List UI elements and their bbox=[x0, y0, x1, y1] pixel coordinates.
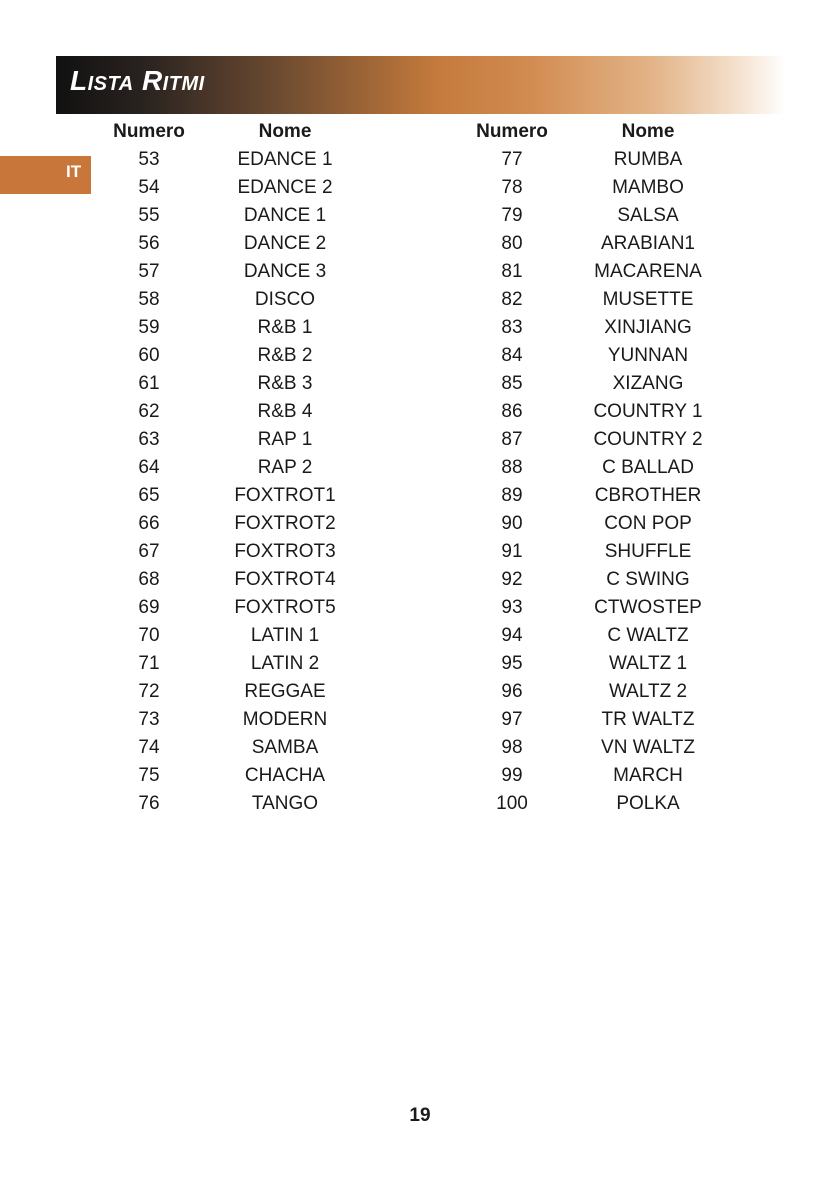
table-row bbox=[0, 510, 400, 538]
table-row bbox=[400, 762, 800, 790]
right-rhythm-list bbox=[400, 146, 800, 818]
table-row bbox=[0, 202, 400, 230]
rhythm-name: MUSETTE bbox=[602, 289, 694, 310]
table-row bbox=[400, 454, 800, 482]
rhythm-name: C WALTZ bbox=[607, 625, 689, 646]
rhythm-number: 60 bbox=[138, 345, 160, 366]
rhythm-name: FOXTROT4 bbox=[234, 569, 336, 590]
table-row bbox=[400, 286, 800, 314]
rhythm-name: COUNTRY 1 bbox=[593, 401, 703, 422]
rhythm-number: 85 bbox=[501, 373, 523, 394]
table-row bbox=[0, 426, 400, 454]
rhythm-number: 59 bbox=[138, 317, 160, 338]
table-row bbox=[400, 790, 800, 818]
table-row bbox=[0, 258, 400, 286]
rhythm-number: 78 bbox=[501, 177, 523, 198]
rhythm-name: SAMBA bbox=[251, 737, 319, 758]
table-row bbox=[400, 230, 800, 258]
table-row bbox=[0, 734, 400, 762]
table-row bbox=[400, 202, 800, 230]
rhythm-number: 70 bbox=[138, 625, 160, 646]
table-row bbox=[400, 482, 800, 510]
page-title: Lista Ritmi bbox=[70, 65, 205, 96]
table-row bbox=[400, 258, 800, 286]
table-row bbox=[0, 622, 400, 650]
rhythm-name: LATIN 1 bbox=[250, 625, 320, 646]
table-row bbox=[400, 342, 800, 370]
rhythm-number: 77 bbox=[501, 149, 523, 170]
table-row bbox=[0, 762, 400, 790]
table-row bbox=[400, 510, 800, 538]
rhythm-number: 94 bbox=[501, 625, 523, 646]
table-row bbox=[400, 538, 800, 566]
rhythm-number: 99 bbox=[501, 765, 523, 786]
table-row bbox=[400, 174, 800, 202]
rhythm-number: 90 bbox=[501, 513, 523, 534]
rhythm-name: DISCO bbox=[254, 289, 316, 310]
right-name-column-header: Nome bbox=[621, 121, 675, 142]
table-row bbox=[400, 594, 800, 622]
rhythm-name: CTWOSTEP bbox=[594, 597, 702, 618]
table-row bbox=[400, 706, 800, 734]
rhythm-name: MAMBO bbox=[612, 177, 684, 198]
rhythm-name: VN WALTZ bbox=[601, 737, 695, 758]
rhythm-name: TR WALTZ bbox=[601, 709, 695, 730]
table-row bbox=[400, 734, 800, 762]
rhythm-name: LATIN 2 bbox=[250, 653, 320, 674]
table-row bbox=[0, 482, 400, 510]
rhythm-name: XINJIANG bbox=[604, 317, 692, 338]
table-row bbox=[0, 678, 400, 706]
rhythm-name: CBROTHER bbox=[594, 485, 702, 506]
table-row bbox=[0, 230, 400, 258]
rhythm-name: FOXTROT5 bbox=[234, 597, 336, 618]
table-row bbox=[400, 566, 800, 594]
table-row bbox=[400, 622, 800, 650]
rhythm-name: FOXTROT3 bbox=[234, 541, 336, 562]
rhythm-number: 82 bbox=[501, 289, 523, 310]
rhythm-name: XIZANG bbox=[612, 373, 684, 394]
rhythm-name: EDANCE 2 bbox=[237, 177, 333, 198]
rhythm-name: C BALLAD bbox=[602, 457, 694, 478]
rhythm-number: 62 bbox=[138, 401, 160, 422]
rhythm-number: 84 bbox=[501, 345, 523, 366]
table-row bbox=[400, 146, 800, 174]
left-number-column-header: Numero bbox=[113, 121, 185, 142]
rhythm-name: REGGAE bbox=[244, 681, 326, 702]
rhythm-number: 88 bbox=[501, 457, 523, 478]
rhythm-number: 61 bbox=[138, 373, 160, 394]
rhythm-name: MARCH bbox=[613, 765, 683, 786]
table-row bbox=[400, 398, 800, 426]
rhythm-number: 86 bbox=[501, 401, 523, 422]
rhythm-number: 57 bbox=[138, 261, 160, 282]
rhythm-number: 66 bbox=[138, 513, 160, 534]
rhythm-number: 63 bbox=[138, 429, 160, 450]
rhythm-number: 87 bbox=[501, 429, 523, 450]
rhythm-name: YUNNAN bbox=[607, 345, 689, 366]
rhythm-number: 97 bbox=[501, 709, 523, 730]
table-row bbox=[0, 342, 400, 370]
rhythm-number: 54 bbox=[138, 177, 160, 198]
rhythm-number: 98 bbox=[501, 737, 523, 758]
table-row bbox=[0, 538, 400, 566]
rhythm-name: MACARENA bbox=[594, 261, 702, 282]
rhythm-number: 56 bbox=[138, 233, 160, 254]
rhythm-name: POLKA bbox=[616, 793, 680, 814]
table-row bbox=[400, 678, 800, 706]
table-row bbox=[0, 706, 400, 734]
section-header-bar bbox=[56, 56, 786, 114]
rhythm-number: 73 bbox=[138, 709, 160, 730]
rhythm-name: MODERN bbox=[242, 709, 328, 730]
rhythm-name: C SWING bbox=[606, 569, 690, 590]
table-row bbox=[400, 370, 800, 398]
rhythm-name: WALTZ 1 bbox=[608, 653, 688, 674]
rhythm-number: 55 bbox=[138, 205, 160, 226]
rhythm-number: 71 bbox=[138, 653, 160, 674]
rhythm-number: 65 bbox=[138, 485, 160, 506]
rhythm-name: RAP 2 bbox=[257, 457, 313, 478]
rhythm-name: DANCE 1 bbox=[243, 205, 327, 226]
left-rhythm-list bbox=[0, 146, 400, 818]
rhythm-number: 100 bbox=[496, 793, 528, 814]
rhythm-number: 58 bbox=[138, 289, 160, 310]
rhythm-name: R&B 4 bbox=[257, 401, 313, 422]
rhythm-number: 72 bbox=[138, 681, 160, 702]
rhythm-number: 96 bbox=[501, 681, 523, 702]
table-row bbox=[0, 566, 400, 594]
table-row bbox=[0, 650, 400, 678]
rhythm-number: 93 bbox=[501, 597, 523, 618]
table-row bbox=[0, 146, 400, 174]
rhythm-name: CON POP bbox=[604, 513, 692, 534]
rhythm-number: 89 bbox=[501, 485, 523, 506]
rhythm-name: DANCE 2 bbox=[243, 233, 327, 254]
rhythm-name: DANCE 3 bbox=[243, 261, 327, 282]
table-row bbox=[0, 454, 400, 482]
table-row bbox=[0, 174, 400, 202]
rhythm-number: 92 bbox=[501, 569, 523, 590]
rhythm-number: 74 bbox=[138, 737, 160, 758]
rhythm-number: 79 bbox=[501, 205, 523, 226]
rhythm-name: RUMBA bbox=[613, 149, 683, 170]
table-row bbox=[0, 398, 400, 426]
rhythm-name: ARABIAN1 bbox=[601, 233, 695, 254]
table-row bbox=[0, 286, 400, 314]
rhythm-name: WALTZ 2 bbox=[608, 681, 688, 702]
rhythm-name: TANGO bbox=[251, 793, 319, 814]
rhythm-name: R&B 1 bbox=[257, 317, 313, 338]
right-number-column-header: Numero bbox=[476, 121, 548, 142]
table-row bbox=[400, 426, 800, 454]
rhythm-number: 69 bbox=[138, 597, 160, 618]
rhythm-name: R&B 3 bbox=[257, 373, 313, 394]
table-row bbox=[0, 370, 400, 398]
rhythm-number: 64 bbox=[138, 457, 160, 478]
rhythm-number: 75 bbox=[138, 765, 160, 786]
left-name-column-header: Nome bbox=[258, 121, 312, 142]
language-tab-label: IT bbox=[66, 162, 82, 181]
rhythm-number: 68 bbox=[138, 569, 160, 590]
rhythm-name: EDANCE 1 bbox=[237, 149, 333, 170]
rhythm-number: 83 bbox=[501, 317, 523, 338]
rhythm-name: FOXTROT1 bbox=[234, 485, 336, 506]
rhythm-number: 76 bbox=[138, 793, 160, 814]
rhythm-number: 95 bbox=[501, 653, 523, 674]
rhythm-name: RAP 1 bbox=[257, 429, 313, 450]
rhythm-name: COUNTRY 2 bbox=[593, 429, 703, 450]
page-number: 19 bbox=[409, 1105, 431, 1126]
rhythm-name: SALSA bbox=[617, 205, 679, 226]
rhythm-number: 91 bbox=[501, 541, 523, 562]
rhythm-number: 67 bbox=[138, 541, 160, 562]
rhythm-number: 81 bbox=[501, 261, 523, 282]
rhythm-name: R&B 2 bbox=[257, 345, 313, 366]
rhythm-name: SHUFFLE bbox=[604, 541, 692, 562]
rhythm-name: FOXTROT2 bbox=[234, 513, 336, 534]
rhythm-number: 80 bbox=[501, 233, 523, 254]
table-row bbox=[400, 314, 800, 342]
rhythm-name: CHACHA bbox=[244, 765, 326, 786]
table-row bbox=[0, 314, 400, 342]
rhythm-number: 53 bbox=[138, 149, 160, 170]
table-row bbox=[400, 650, 800, 678]
table-row bbox=[0, 594, 400, 622]
table-row bbox=[0, 790, 400, 818]
